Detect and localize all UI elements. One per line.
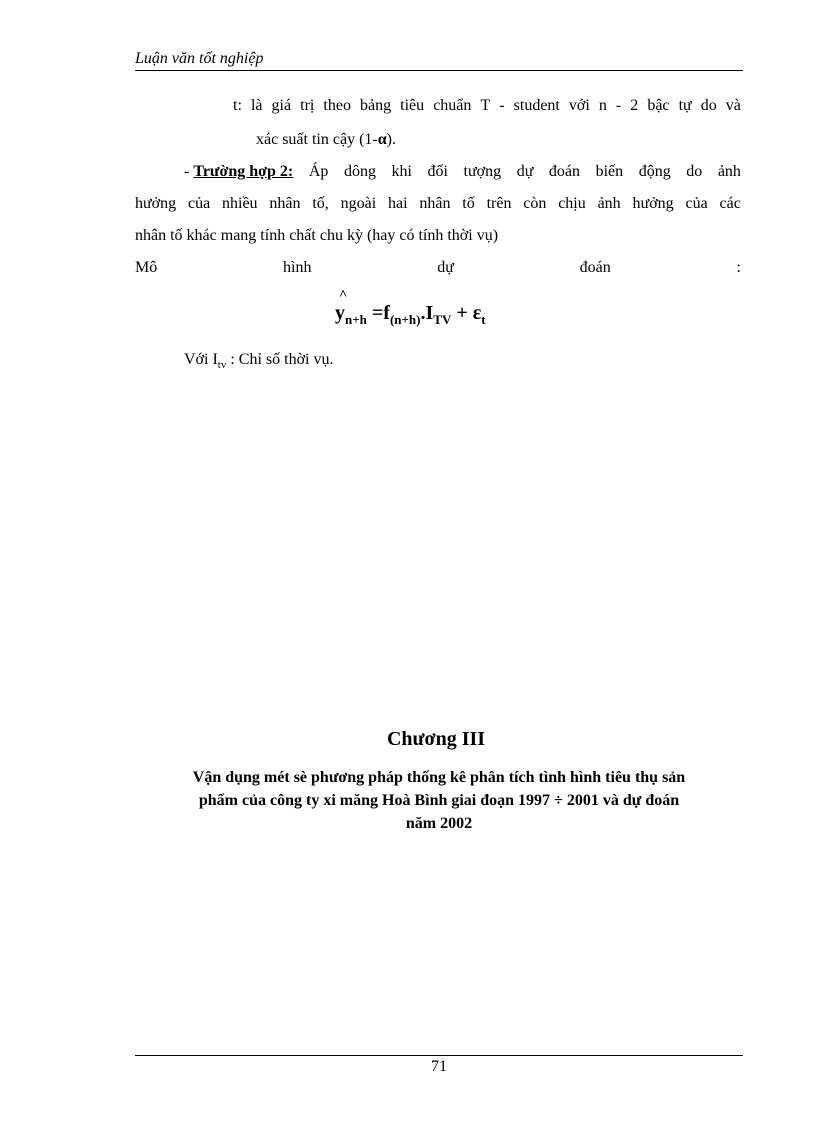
formula-I: I bbox=[425, 302, 434, 324]
word: dông bbox=[343, 163, 376, 180]
word: khi bbox=[391, 163, 412, 180]
word: 2 bbox=[630, 97, 639, 114]
formula-eps-sub: t bbox=[481, 312, 486, 327]
case-heading bbox=[135, 162, 293, 182]
word: của bbox=[685, 195, 708, 212]
word: hình bbox=[283, 259, 312, 276]
t-definition-line-2 bbox=[256, 130, 396, 150]
formula-dot: . bbox=[420, 302, 426, 324]
word: t: bbox=[233, 97, 242, 114]
word: dự bbox=[516, 163, 534, 180]
word: chịu bbox=[558, 195, 586, 212]
word: các bbox=[719, 195, 741, 212]
case-label: Trường hợp 2: bbox=[193, 163, 294, 180]
case-2-line-3: nhân tố khác mang tính chất chu kỳ (hay có tính thời vụ) bbox=[135, 227, 499, 244]
word: bậc bbox=[647, 97, 670, 114]
word: động bbox=[638, 163, 671, 180]
word: hai bbox=[387, 195, 408, 212]
word: đối bbox=[427, 163, 448, 180]
word: Áp bbox=[308, 163, 329, 180]
case-2-line-2 bbox=[135, 194, 741, 214]
page-number: 71 bbox=[431, 1058, 447, 1075]
word: n bbox=[598, 97, 607, 114]
word: tự bbox=[678, 97, 692, 114]
model-line bbox=[135, 258, 741, 278]
word: hưởng bbox=[135, 195, 177, 212]
word: hưởng bbox=[632, 195, 674, 212]
word: là bbox=[250, 97, 263, 114]
word: với bbox=[568, 97, 590, 114]
word: trị bbox=[300, 97, 315, 114]
word: biến bbox=[595, 163, 624, 180]
formula-y-sub: n+h bbox=[345, 312, 367, 327]
word: ngoài bbox=[340, 195, 377, 212]
formula-equals: = bbox=[371, 302, 384, 324]
t-definition-line-1 bbox=[233, 96, 741, 116]
chapter-title: Chương III bbox=[386, 728, 486, 750]
formula-I-sub: TV bbox=[433, 312, 452, 327]
word: - bbox=[499, 97, 505, 114]
chapter-subtitle-line: Vận dụng mét sè phương pháp thống kê phân tích tình hình tiêu thụ sản bbox=[192, 769, 686, 786]
word: còn bbox=[523, 195, 547, 212]
word: nhiều bbox=[222, 195, 258, 212]
word: : bbox=[736, 259, 741, 276]
formula-plus: + bbox=[456, 302, 468, 324]
word: và bbox=[725, 97, 741, 114]
chapter-subtitle-line: năm 2002 bbox=[405, 815, 473, 832]
word: Mô bbox=[135, 259, 158, 276]
formula-f: f bbox=[383, 302, 390, 324]
word: đoán bbox=[548, 163, 581, 180]
word: giá bbox=[271, 97, 292, 114]
word: - bbox=[615, 97, 622, 114]
word: chuẩn bbox=[433, 97, 472, 114]
formula-expression bbox=[335, 302, 486, 328]
note-text: : Chỉ số thời vụ. bbox=[230, 351, 334, 368]
formula-epsilon: ε bbox=[472, 302, 482, 324]
word: T bbox=[480, 97, 491, 114]
footer-rule bbox=[135, 1055, 743, 1056]
note-sub: tv bbox=[217, 359, 227, 371]
word: do bbox=[686, 163, 703, 180]
word: tố, bbox=[312, 195, 329, 212]
word: nhân bbox=[419, 195, 451, 212]
word: trên bbox=[486, 195, 512, 212]
running-header-title: Luận văn tốt nghiệp bbox=[135, 50, 264, 67]
word: tiêu bbox=[400, 97, 425, 114]
word: student bbox=[513, 97, 560, 114]
case-2-line-1 bbox=[135, 162, 741, 182]
forecast-formula bbox=[335, 288, 535, 332]
chapter-subtitle bbox=[135, 766, 743, 835]
t-definition-end: ). bbox=[386, 131, 396, 148]
t-definition-text: xác suất tin cậy (1- bbox=[256, 131, 378, 148]
formula-y: y bbox=[335, 302, 345, 324]
word: tố bbox=[462, 195, 475, 212]
word: do bbox=[700, 97, 717, 114]
word: ảnh bbox=[597, 195, 621, 212]
word: đoán bbox=[579, 259, 611, 276]
word: của bbox=[187, 195, 211, 212]
word: theo bbox=[323, 97, 351, 114]
case-dash: - bbox=[184, 163, 190, 180]
word: tượng bbox=[463, 163, 502, 180]
seasonal-index-note bbox=[184, 350, 334, 375]
chapter-subtitle-line: phẩm của công ty xi măng Hoà Bình giai đoạn 1997 ÷ 2001 và dự đoán bbox=[198, 792, 680, 809]
note-prefix: Với I bbox=[184, 351, 218, 368]
word: dự bbox=[437, 259, 454, 276]
word: bảng bbox=[359, 97, 392, 114]
alpha-symbol: α bbox=[377, 131, 387, 148]
formula-f-sub: (n+h) bbox=[389, 312, 421, 327]
header-rule bbox=[135, 70, 743, 71]
word: ảnh bbox=[717, 163, 741, 180]
hat-symbol: ^ bbox=[339, 288, 348, 303]
word: nhân bbox=[269, 195, 301, 212]
